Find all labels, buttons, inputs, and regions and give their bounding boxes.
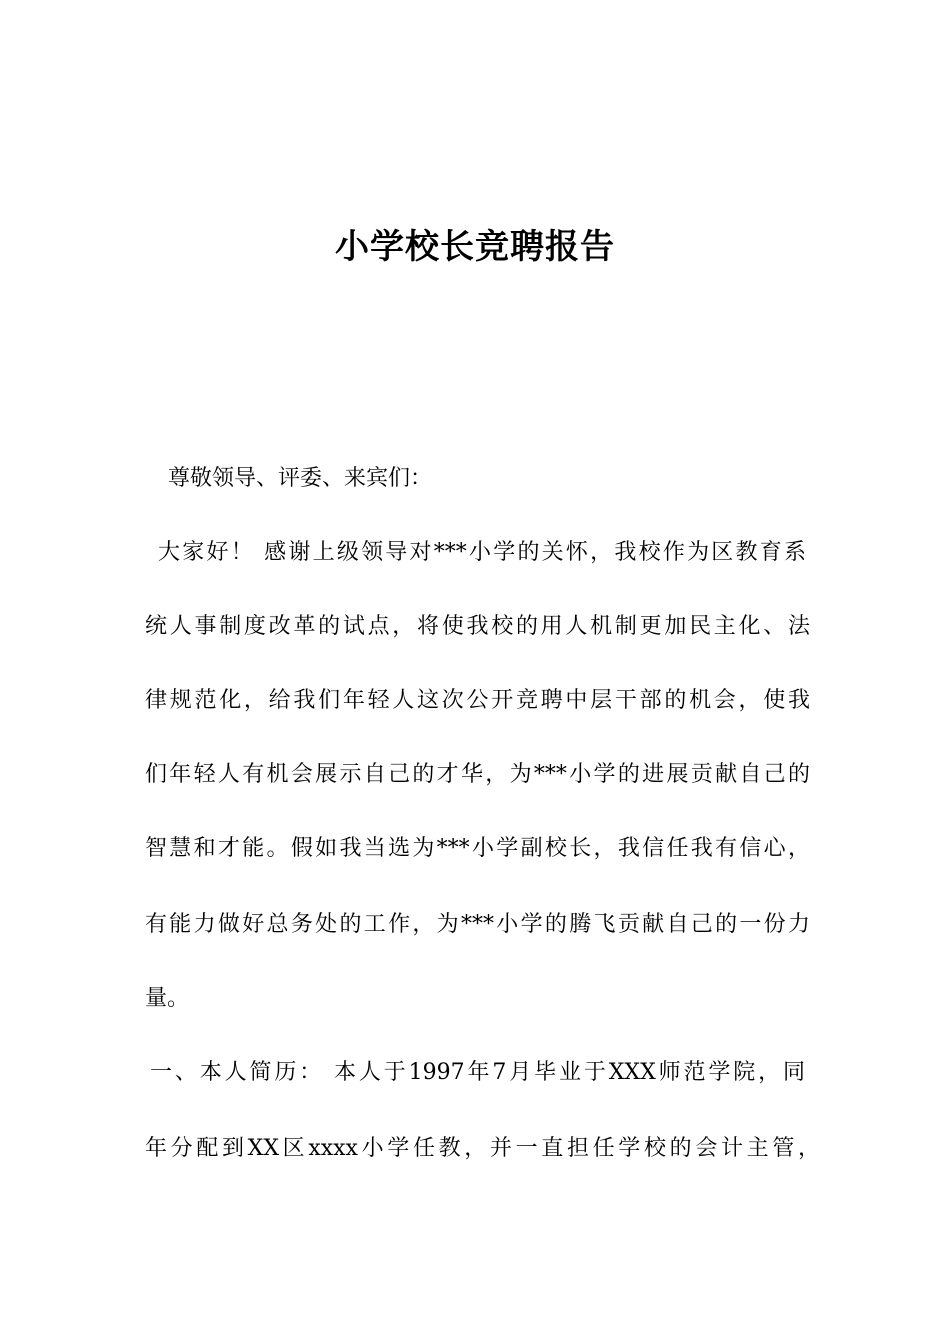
document-title: 小学校长竞聘报告 [335, 227, 615, 267]
paragraph-line-3: 律规范化，给我们年轻人这次公开竞聘中层干部的机会，使我 [145, 688, 810, 713]
paragraph-line-4: 们年轻人有机会展示自己的才华，为***小学的进展贡献自己的 [145, 762, 810, 787]
paragraph-line-6: 有能力做好总务处的工作，为***小学的腾飞贡献自己的一份力 [145, 912, 810, 937]
resume-line-2: 年分配到XX区xxxx小学任教，并一直担任学校的会计主管， [145, 1136, 820, 1161]
paragraph-line-1: 大家好！ 感谢上级领导对***小学的关怀，我校作为区教育系 [158, 540, 806, 565]
paragraph-line-7: 量。 [145, 986, 190, 1011]
paragraph-line-2: 统人事制度改革的试点，将使我校的用人机制更加民主化、法 [145, 614, 810, 639]
resume-line-1: 一、本人简历： 本人于1997年7月毕业于XXX师范学院，同 [150, 1060, 805, 1085]
paragraph-line-5: 智慧和才能。假如我当选为***小学副校长，我信任我有信心， [145, 836, 810, 861]
salutation-line: 尊敬领导、评委、来宾们： [168, 466, 433, 491]
